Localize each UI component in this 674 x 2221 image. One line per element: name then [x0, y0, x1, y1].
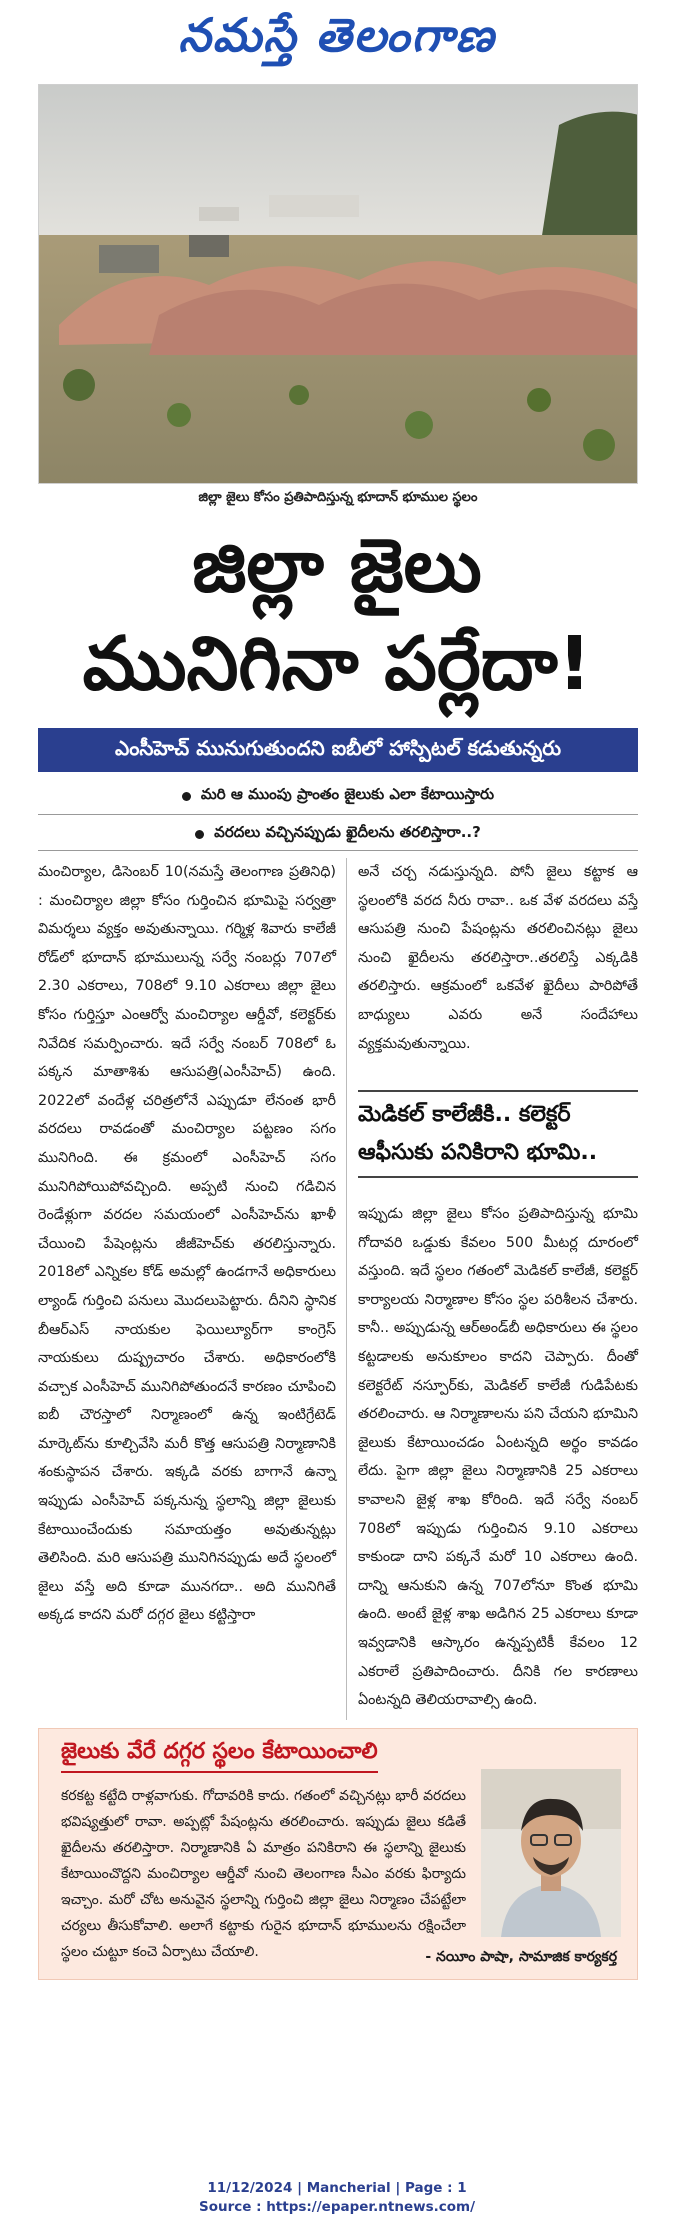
headline-line-1: జిల్లా జైలు: [192, 523, 482, 609]
masthead: [0, 8, 674, 78]
article-right-column-bottom: ఇప్పుడు జిల్లా జైలు కోసం ప్రతిపాదిస్తున్న భూమి గోదావరి ఒడ్డుకు కేవలం 500 మీటర్ల దూరంలో వస్తుంది. ఇదే స్థలం గతంలో మెడికల్ కాలేజీ, కలెక్టర్ కార్యాలయ నిర్మాణాల కోసం స్థల పరిశీలన చేశారు. కానీ.. అప్పుడున్న ఆర్అండ్‌బీ అధికారులు ఈ స్థలం కట్టడాలకు అనుకూలం కాదని చెప్పారు. దీంతో కలెక్టరేట్ నస్పూర్‌కు, మెడికల్ కాలేజీ గుడిపేటకు తరలించారు. ఆ నిర్మాణాలను పని చేయని భూమిని జైలుకు కేటాయించడం ఏంటన్నది అర్థం కావడం లేదు. పైగా జిల్లా జైలు నిర్మాణానికి 25 ఎకరాలు కావాలని జైళ్ల శాఖ కోరింది. ఇదే సర్వే నంబర్ 708లో ఇప్పుడు గుర్తించిన 9.10 ఎకరాలు కాకుండా దాని పక్కనే మరో 10 ఎకరాలు ఉంది. దాన్ని ఆనుకుని ఉన్న 707లోనూ కొంత భూమి ఉంది. అంటే జైళ్ల శాఖ అడిగిన 25 ఎకరాలు కూడా ఇవ్వడానికి ఆస్కారం ఉన్నప్పటికీ కేవలం 12 ఎకరాలే ప్రతిపాదించారు. దీనికి గల కారణాలు ఏంటన్నది తెలియరావాల్సి ఉంది.: [358, 1206, 638, 1709]
newspaper-title: నమస్తే తెలంగాణ: [178, 8, 496, 62]
sand-heaps-field-illustration: [39, 85, 638, 484]
quote-body: కరకట్ట కట్టేది రాళ్లవాగుకు. గోదావరికి కాదు. గతంలో వచ్చినట్లు భారీ వరదలు భవిష్యత్తులో రావా. అప్పట్లో పేషంట్లను తరలించారు. ఇప్పుడు జైలు కడితే ఖైదీలను తరలిస్తారా. నిర్మాణానికి ఏ మాత్రం పనికిరాని ఈ స్థలాన్ని జైలుకు కేటాయించొద్దని మంచిర్యాల ఆర్డీవో నుంచి తెలంగాణ సీఎం వరకు ఫిర్యాదు ఇచ్చాం. మరో చోట అనువైన స్థలాన్ని గుర్తించి జిల్లా జైలు నిర్మాణం చేపట్టేలా చర్యలు తీసుకోవాలి. అలాగే కట్టాకు గురైన భూదాన్ భూములను రక్షించేలా స్థలం చుట్టూ కంచె ఏర్పాటు చేయాలి.: [61, 1788, 466, 1960]
bullet-point-1: [38, 782, 638, 810]
column-divider: [346, 858, 347, 1720]
bullet-divider: [38, 814, 638, 815]
footer-source: Source : https://epaper.ntnews.com/: [198, 2199, 476, 2215]
person-portrait-icon: [481, 1769, 621, 1937]
headline-line-2: మునిగినా పర్లేదా!: [82, 621, 592, 707]
photo-caption: జిల్లా జైలు కోసం ప్రతిపాదిస్తున్న భూదాన్ భూముల స్థలం: [198, 490, 478, 505]
portrait-photo: [481, 1769, 621, 1937]
bullet-text-2: వరదలు వచ్చినప్పుడు ఖైదీలను తరలిస్తారా..?: [214, 823, 481, 841]
subheadline-band: [38, 728, 638, 772]
bullet-point-2: [38, 820, 638, 848]
article-subhead: మెడికల్ కాలేజీకి.. కలెక్టర్ ఆఫీసుకు పనికిరాని భూమి..: [358, 1090, 638, 1178]
bullet-dot-icon: [195, 830, 204, 839]
quote-heading: జైలుకు వేరే దగ్గర స్థలం కేటాయించాలి: [61, 1739, 378, 1773]
article-left-column: మంచిర్యాల, డిసెంబర్ 10(నమస్తే తెలంగాణ ప్రతినిధి) : మంచిర్యాల జిల్లా కోసం గుర్తించిన భూమిపై సర్వత్రా విమర్శలు వ్యక్తం అవుతున్నాయి. గర్మిళ్ల శివారు కాలేజీ రోడ్‌లో భూదాన్ భూములున్న సర్వే నంబర్లు 707లో 2.30 ఎకరాలు, 708లో 9.10 ఎకరాలు జిల్లా జైలు కోసం గుర్తిస్తూ ఎంఆర్వో మంచిర్యాల ఆర్డీవో, కలెక్టర్‌కు నివేదిక సమర్పించారు. ఇదే సర్వే నంబర్ 708లో ఓ పక్కన మాతాశిశు ఆసుపత్రి(ఎంసీహెచ్) ఉంది. 2022లో వందేళ్ల చరిత్రలోనే ఎప్పుడూ లేనంత భారీ వరదలు రావడంతో మంచిర్యాల పట్టణం సగం మునిగింది. ఈ క్రమంలో ఎంసీహెచ్ సగం మునిగిపోయిపోవచ్చింది. అప్పటి నుంచి గడిచిన రెండేళ్లుగా వరదల సమయంలో ఎంసీహెచ్‌ను ఖాళీ చేయించి పేషెంట్లను జీజీహెచ్‌కు తరలిస్తున్నారు. 2018లో ఎన్నికల కోడ్ అమల్లో ఉండగానే అధికారులు ల్యాండ్ గుర్తించి పనులు మొదలుపెట్టారు. దీనిని స్థానిక బీఆర్ఎస్ నాయకుల ఫెయిల్యూర్‌గా కాంగ్రెస్ నాయకులు దుష్ప్రచారం చేశారు. అధికారంలోకి వచ్చాక ఎంసీహెచ్ మునిగిపోతుందనే కారణం చూపించి ఐబీ చౌరస్తాలో నిర్మాణంలో ఉన్న ఇంటిగ్రేటెడ్ మార్కెట్‌ను కూల్చివేసి మరీ కొత్త ఆసుపత్రి నిర్మాణానికి శంకుస్థాపన చేశారు. ఇక్కడి వరకు బాగానే ఉన్నా ఇప్పుడు ఎంసీహెచ్ పక్కనున్న స్థలాన్ని జిల్లా జైలుకు కేటాయించేందుకు సమాయత్తం అవుతున్నట్లు తెలిసింది. మరి ఆసుపత్రి మునిగినప్పుడు అదే స్థలంలో జైలు వస్తే అది కూడా మునగదా.. అది మునిగితే అక్కడ కాదని మరో దగ్గర జైలు కట్టిస్తారా: [38, 864, 336, 1624]
bullet-dot-icon: [182, 792, 191, 801]
quote-box: [38, 1728, 638, 1980]
news-photo: [38, 84, 638, 484]
article-right-column-top: అనే చర్చ నడుస్తున్నది. పోనీ జైలు కట్టాక ఆ స్థలంలోకి వరద నీరు రావా.. ఒక వేళ వరదలు వస్తే ఆసుపత్రి నుంచి పేషంట్లను తరలించినట్లు జైలు నుంచి ఖైదీలను తరలిస్తారా..తరలిస్తే ఎక్కడికి తరలిస్తారు. ఆక్రమంలో ఒకవేళ ఖైదీలు పారిపోతే బాధ్యులు ఎవరు అనే సందేహాలు వ్యక్తమవుతున్నాయి.: [358, 864, 638, 1052]
footer-date-edition: 11/12/2024 | Mancherial | Page : 1: [207, 2180, 467, 2196]
bullet-text-1: మరి ఆ ముంపు ప్రాంతం జైలుకు ఎలా కేటాయిస్తారు: [200, 785, 495, 803]
quote-signature: - నయీం పాషా, సామాజిక కార్యకర్త: [425, 1949, 617, 1965]
subheadline-text: ఎంసీహెచ్ మునుగుతుందని ఐబీలో హాస్పిటల్ కడుతున్నరు: [114, 735, 561, 760]
bullet-divider: [38, 850, 638, 851]
